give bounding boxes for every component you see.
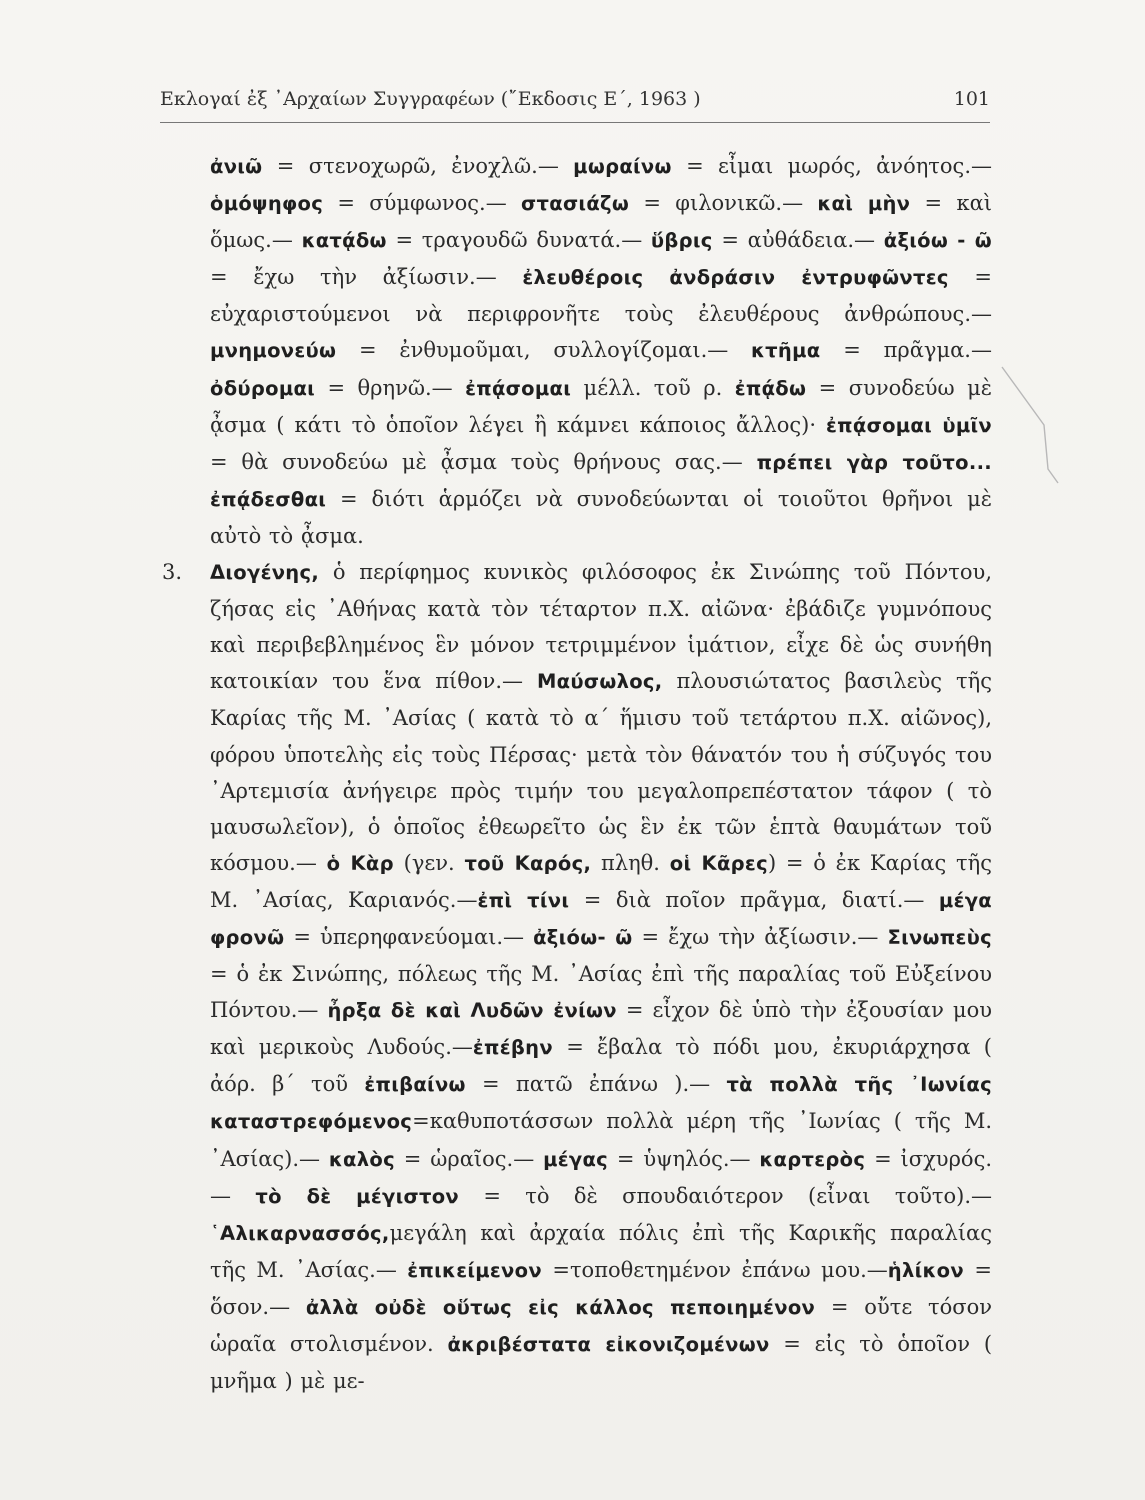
term: τοῦ Καρός, (464, 851, 592, 875)
term: Σινωπεὺς (887, 925, 993, 949)
page-number: 101 (953, 88, 990, 110)
term: στασιάζω (521, 192, 630, 216)
gloss: = ἔβαλα τὸ πόδι μου, ἐκυριάρχησα ( ἀόρ. β΄ τοῦ (210, 1035, 992, 1097)
term: ὁμόψηφος (210, 192, 324, 216)
term: καρτερὸς (759, 1147, 866, 1171)
term: ἐπᾴδω (734, 376, 807, 400)
gloss: = ἰσχυρός.— (210, 1146, 993, 1208)
gloss: = εὐχαριστούμενοι νὰ περιφρονῆτε τοὺς ἐλευθέρους ἀνθρώπους.— (210, 265, 992, 327)
gloss: = πρᾶγμα.— (820, 338, 992, 363)
term: ἀξιόω- ῶ (533, 925, 633, 949)
gloss: μεγάλη καὶ ἀρχαία πόλις ἐπὶ τῆς Καρικῆς παραλίας τῆς Μ. ᾿Ασίας.— (210, 1220, 992, 1282)
page-body (162, 148, 993, 1399)
term: οἱ Κᾶρες (669, 851, 768, 875)
term: Μαύσωλος, (536, 670, 663, 694)
gloss: = ἐνθυμοῦμαι, συλλογίζομαι.— (336, 338, 752, 363)
term: ἐπικείμενον (407, 1258, 542, 1282)
term: ἐπέβην (472, 1036, 553, 1060)
term: ἀλλὰ οὐδὲ οὕτως εἰς κάλλος πεποιημένον (305, 1295, 816, 1319)
term: ἀξιόω - ῶ (883, 229, 992, 253)
term: μωραίνω (573, 155, 672, 178)
term: κτῆμα (751, 339, 821, 363)
term: ἀκριβέστατα εἰκονιζομένων (447, 1333, 770, 1356)
term: ὕβρις (650, 229, 713, 253)
gloss: (γεν. (393, 850, 465, 875)
term: Διογένης, (210, 561, 320, 585)
gloss: πληθ. (591, 850, 670, 875)
term: ἐπᾴσομαι ὑμῖν (826, 413, 992, 437)
term: ῾Αλικαρνασσός, (210, 1221, 390, 1245)
term: καλὸς (328, 1147, 395, 1171)
running-title: Εκλογαί ἐξ ᾿Αρχαίων Συγγραφέων (῎Εκδοσις Ε΄, 1963 ) (160, 88, 701, 110)
glossary-section-3 (162, 554, 993, 1399)
running-header (160, 88, 990, 110)
gloss: = τὸ δὲ σπουδαιότερον (εἶναι τοῦτο).— (458, 1183, 992, 1208)
gloss: = εἶχον δὲ ὑπὸ τὴν ἐξουσίαν μου καὶ μερικοὺς Λυδούς.— (210, 998, 992, 1060)
term: πρέπει γὰρ τοῦτο... ἐπᾴδεσθαι (210, 450, 992, 511)
gloss: = φιλονικῶ.— (629, 191, 818, 216)
term: τὰ πολλὰ τῆς ᾿Ιωνίας καταστρεφόμενος (210, 1073, 992, 1134)
gloss: = ὡραῖος.— (394, 1146, 544, 1171)
gloss: = οὔτε τόσον ὡραῖα στολισμένον. (210, 1294, 992, 1356)
gloss: = πατῶ ἐπάνω ).— (465, 1072, 727, 1097)
gloss: = διὰ ποῖον πρᾶγμα, διατί.— (569, 887, 939, 912)
gloss: = ὁ ἐκ Σινώπης, πόλεως τῆς Μ. ᾿Ασίας ἐπὶ τῆς παραλίας τοῦ Εὐξείνου Πόντου.— (210, 962, 992, 1023)
term: ἐπιβαίνω (364, 1073, 466, 1097)
gloss: = ὑπερηφανεύομαι.— (284, 924, 534, 949)
gloss: = θὰ συνοδεύω μὲ ᾆσμα τοὺς θρήνους σας.— (210, 449, 757, 474)
gloss: ) = ὁ ἐκ Καρίας τῆς Μ. ᾿Ασίας, Καριανός.— (210, 850, 992, 912)
header-rule (160, 122, 990, 123)
gloss: = καὶ ὅμως.— (210, 191, 992, 253)
gloss: = αὐθάδεια.— (712, 228, 884, 253)
term: ὁ Κὰρ (326, 851, 394, 875)
term: μέγα φρονῶ (210, 888, 993, 949)
gloss: μέλλ. τοῦ ρ. (571, 375, 735, 400)
gloss: = ἔχω τὴν ἀξίωσιν.— (632, 924, 888, 949)
gloss: = στενοχωρῶ, ἐνοχλῶ.— (262, 154, 574, 178)
gloss: = συνοδεύω μὲ ᾆσμα ( κάτι τὸ ὁποῖον λέγει ἢ κάμνει κάποιος ἄλλος)· (210, 375, 992, 437)
term: ἐπὶ τίνι (477, 888, 570, 912)
term: μνημονεύω (210, 339, 337, 363)
term: κατᾴδω (301, 229, 387, 253)
gloss: = εἰς τὸ ὁποῖον ( μνῆμα ) μὲ με- (210, 1332, 993, 1394)
term: ὀδύρομαι (210, 376, 316, 400)
gloss: = τραγουδῶ δυνατά.— (386, 228, 651, 253)
term: καὶ μὴν (817, 192, 911, 216)
term: ἡλίκον (887, 1258, 964, 1282)
gloss: =καθυποτάσσων πολλὰ μέρη τῆς ᾿Ιωνίας ( τῆς Μ. ᾿Ασίας).— (210, 1109, 992, 1171)
glossary-section-2 (210, 148, 992, 554)
term: ἀνιῶ (210, 155, 263, 178)
gloss: = ὑψηλός.— (608, 1146, 760, 1171)
gloss: = ὅσον.— (210, 1257, 992, 1319)
term: ἐπᾴσομαι (465, 376, 572, 400)
gloss: = θρηνῶ.— (315, 375, 466, 400)
term: ἦρξα δὲ καὶ Λυδῶν ἐνίων (327, 999, 617, 1023)
pencil-mark (1000, 365, 1060, 485)
gloss: = σύμφωνος.— (323, 191, 522, 216)
section-number: 3. (162, 560, 183, 585)
gloss: = διότι ἁρμόζει νὰ συνοδεύωνται οἱ τοιοῦτοι θρῆνοι μὲ αὐτὸ τὸ ᾆσμα. (210, 486, 992, 548)
term: τὸ δὲ μέγιστον (255, 1184, 459, 1208)
gloss: =τοποθετημένον ἐπάνω μου.— (541, 1257, 888, 1282)
term: μέγας (543, 1147, 609, 1171)
gloss: ὁ περίφημος κυνικὸς φιλόσοφος ἐκ Σινώπης τοῦ Πόντου, ζήσας εἰς ᾿Αθήνας κατὰ τὸν τέταρτον π.Χ. αἰῶνα· ἐβάδιζε γυμνόπους καὶ περιβεβλημένος ἓν μόνον τετριμμένον ἱμάτιον, εἶχε δὲ ὡς συνήθη κατοικίαν του ἕνα πίθον.— (210, 560, 992, 694)
gloss: = εἶμαι μωρός, ἀνόητος.— (671, 154, 992, 178)
term: ἐλευθέροις ἀνδράσιν ἐντρυφῶντες (522, 266, 949, 290)
gloss: πλουσιώτατος βασιλεὺς τῆς Καρίας τῆς Μ. ᾿Ασίας ( κατὰ τὸ α΄ ἥμισυ τοῦ τετάρτου π.Χ. αἰῶνος), φόρου ὑποτελὴς εἰς τοὺς Πέρσας· μετὰ τὸν θάνατόν του ἡ σύζυγός του ᾿Αρτεμισία ἀνήγειρε πρὸς τιμήν του μεγαλοπρεπέστατον τάφον ( τὸ μαυσωλεῖον), ὁ ὁποῖος ἐθεωρεῖτο ὡς ἓν ἐκ τῶν ἑπτὰ θαυμάτων τοῦ κόσμου.— (210, 669, 992, 875)
gloss: = ἔχω τὴν ἀξίωσιν.— (210, 265, 523, 290)
